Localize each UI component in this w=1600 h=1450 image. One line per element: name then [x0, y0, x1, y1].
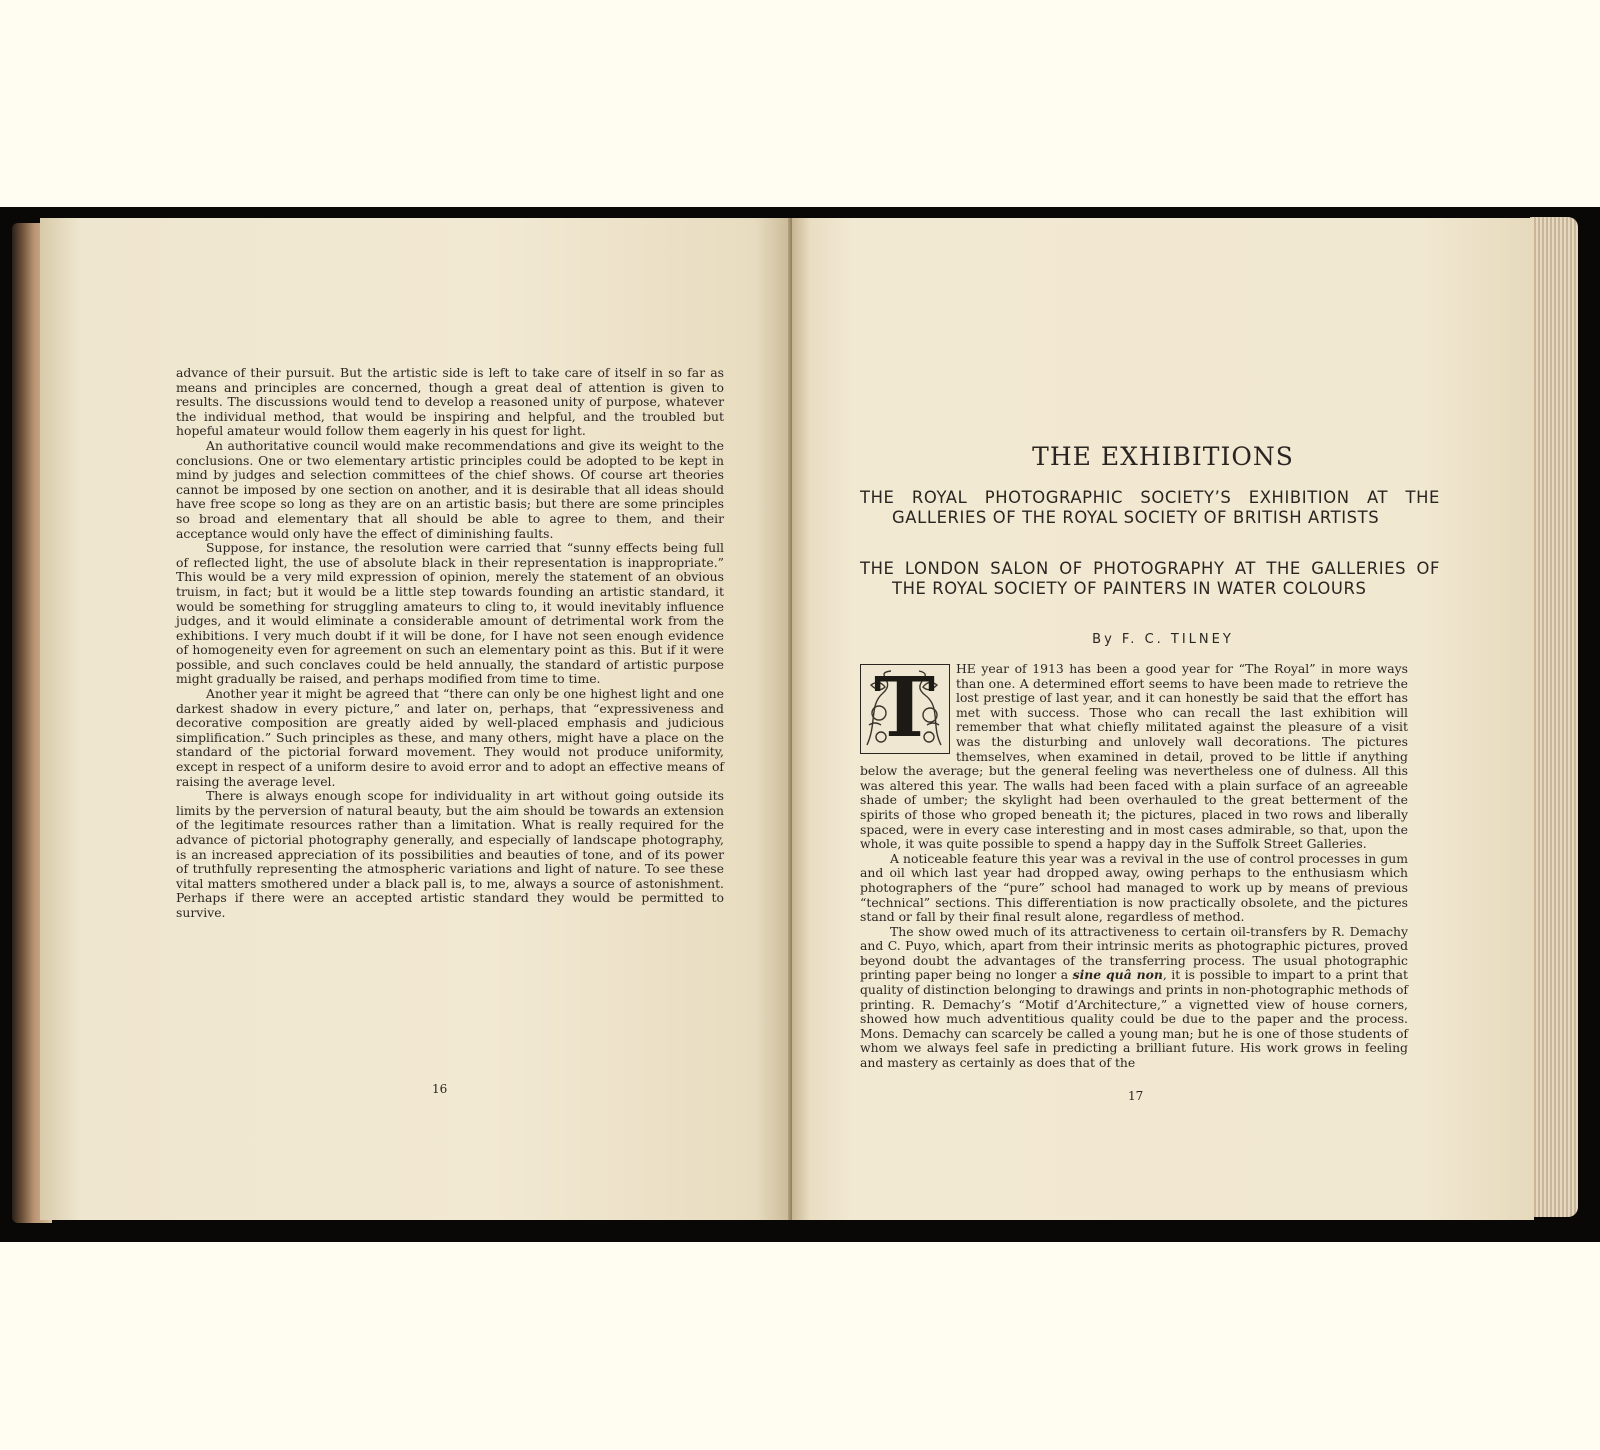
left-paragraph-3: Suppose, for instance, the resolution were carried that “sunny effects being full of reflected light, the use of absolute black in their representation is inappropriate.” This would be a very mild expression of opinion, merely the statement of an obvious truism, in fact; but it would be a little step towards founding an artistic standard, it would be something for struggling amateurs to cling to, it would inevitably influence judges, and it would eliminate a considerable amount of detrimental work from the exhibitions. I very much doubt if it will be done, for I have not seen enough evidence of homogeneity even for agreement on such an elementary point as this. But if it were possible, and such conclaves could be held annually, the standard of artistic purpose might gradually be raised, and perhaps modified from time to time.	[176, 540, 724, 687]
subheading-london-salon: THE LONDON SALON OF PHOTOGRAPHY AT THE GALLERIES OF THE ROYAL SOCIETY OF PAINTERS IN WATER COLOURS	[860, 559, 1440, 598]
right-paragraph-3-text-after: , it is possible to impart to a print that quality of distinction belonging to drawings and prints in non-photographic methods of printing. R. Demachy’s “Motif d’Architecture,” a vignetted view of house corners, showed how much adventitious quality could be due to the paper and the process. Mons. Demachy can scarcely be called a young man; but he is one of those students of whom we always feel safe in predicting a brilliant future. His work grows in feeling and mastery as certainly as does that of the	[860, 967, 1408, 1071]
author-byline: By F. C. TILNEY	[1092, 632, 1234, 647]
left-paragraph-2: An authoritative council would make recommendations and give its weight to the conclusions. One or two elementary artistic principles could be adopted to be kept in mind by judges and selection committees of the chief shows. Of course art theories cannot be imposed by one section on another, and it is desirable that all ideas should have free scope so long as they are on an artistic basis; but there are some principles so broad and elementary that all should be able to agree to them, and their acceptance would only have the effect of diminishing faults.	[176, 437, 724, 541]
left-page-text-column	[176, 366, 724, 921]
left-paragraph-5: There is always enough scope for individuality in art without going outside its limits by the perversion of natural beauty, but the aim should be towards an extension of the legitimate resources rather than a limitation. What is really required for the advance of pictorial photography generally, and especially of landscape photography, is an increased appreciation of its possibilities and beauties of tone, and of its power of truthfully representing the atmospheric variations and light of nature. To see these vital matters smothered under a black pall is, to me, always a source of astonishment. Perhaps if there were an accepted artistic standard they would be permitted to survive.	[176, 788, 724, 920]
right-paragraph-1-text: year of 1913 has been a good year for “The Royal” in more ways than one. A determined effort seems to have been made to retrieve the lost prestige of last year, and it can honestly be said that the effort has met with success. Those who can recall the last exhibition will remember that what chiefly militated against the pleasure of a visit was the disturbing and unlovely wall decorations. The pictures themselves, when examined in detail, proved to be little if anything below the average; but the general feeling was nevertheless one of dulness. All this was altered this year. The walls had been faced with a plain surface of an agreeable shade of umber; the skylight had been overhauled to the great betterment of the spirits of those who groped beneath it; the pictures, placed in two rows and liberally spaced, were in every case interesting and in most cases admirable, so that, upon the whole, it was quite possible to spend a happy day in the Suffolk Street Galleries.	[860, 661, 1408, 852]
left-page-number: 16	[432, 1082, 448, 1096]
right-paragraph-2: A noticeable feature this year was a revival in the use of control processes in gum and oil which last year had dropped away, owing perhaps to the enthusiasm which photographers of the “pure” school had managed to work up by means of previous “technical” sections. This differentiation is now practically obsolete, and the pictures stand or fall by their final result alone, regardless of method.	[860, 850, 1408, 925]
right-paragraph-3-text-before: The show owed much of its attractiveness to certain oil-transfers by R. Demachy and C. Puyo, which, apart from their intrinsic merits as photographic pictures, proved beyond doubt the advantages of the transferring process. The usual photographic printing paper being no longer a	[860, 923, 1408, 983]
left-paragraph-4: Another year it might be agreed that “there can only be one highest light and one darkest shadow in every picture,” and later on, perhaps, that “expressiveness and decorative composition are greatly aided by well-placed emphasis and judicious simplification.” Such principles as these, and many others, might have a place on the standard of the pictorial forward movement. They would not produce uniformity, except in respect of a uniform desire to avoid error and to adopt an effective means of raising the average level.	[176, 686, 724, 789]
scanned-book-spread	[0, 207, 1600, 1242]
left-paragraph-1: advance of their pursuit. But the artistic side is left to take care of itself in so far as means and principles are concerned, though a great deal of attention is given to results. The discussions would tend to develop a reasoned unity of purpose, whatever the individual method, that would be inspiring and helpful, and the troubled but hopeful amateur would follow them eagerly in his quest for light.	[176, 365, 724, 439]
left-page	[40, 218, 792, 1220]
drop-cap-letter: T	[873, 660, 936, 756]
italic-phrase: sine quâ non	[1072, 967, 1163, 983]
right-page	[792, 218, 1534, 1220]
lead-in-letters: HE	[956, 661, 976, 676]
ornamental-drop-cap	[860, 660, 950, 756]
right-paragraph-3	[860, 925, 1408, 1071]
subheading-royal-photographic-society: THE ROYAL PHOTOGRAPHIC SOCIETY’S EXHIBITION AT THE GALLERIES OF THE ROYAL SOCIETY OF BRITISH ARTISTS	[860, 488, 1440, 527]
right-page-number: 17	[1128, 1089, 1144, 1103]
book-page-block-right	[1530, 217, 1578, 1217]
article-heading: THE EXHIBITIONS	[1032, 442, 1294, 471]
right-page-text-column	[860, 662, 1408, 1071]
